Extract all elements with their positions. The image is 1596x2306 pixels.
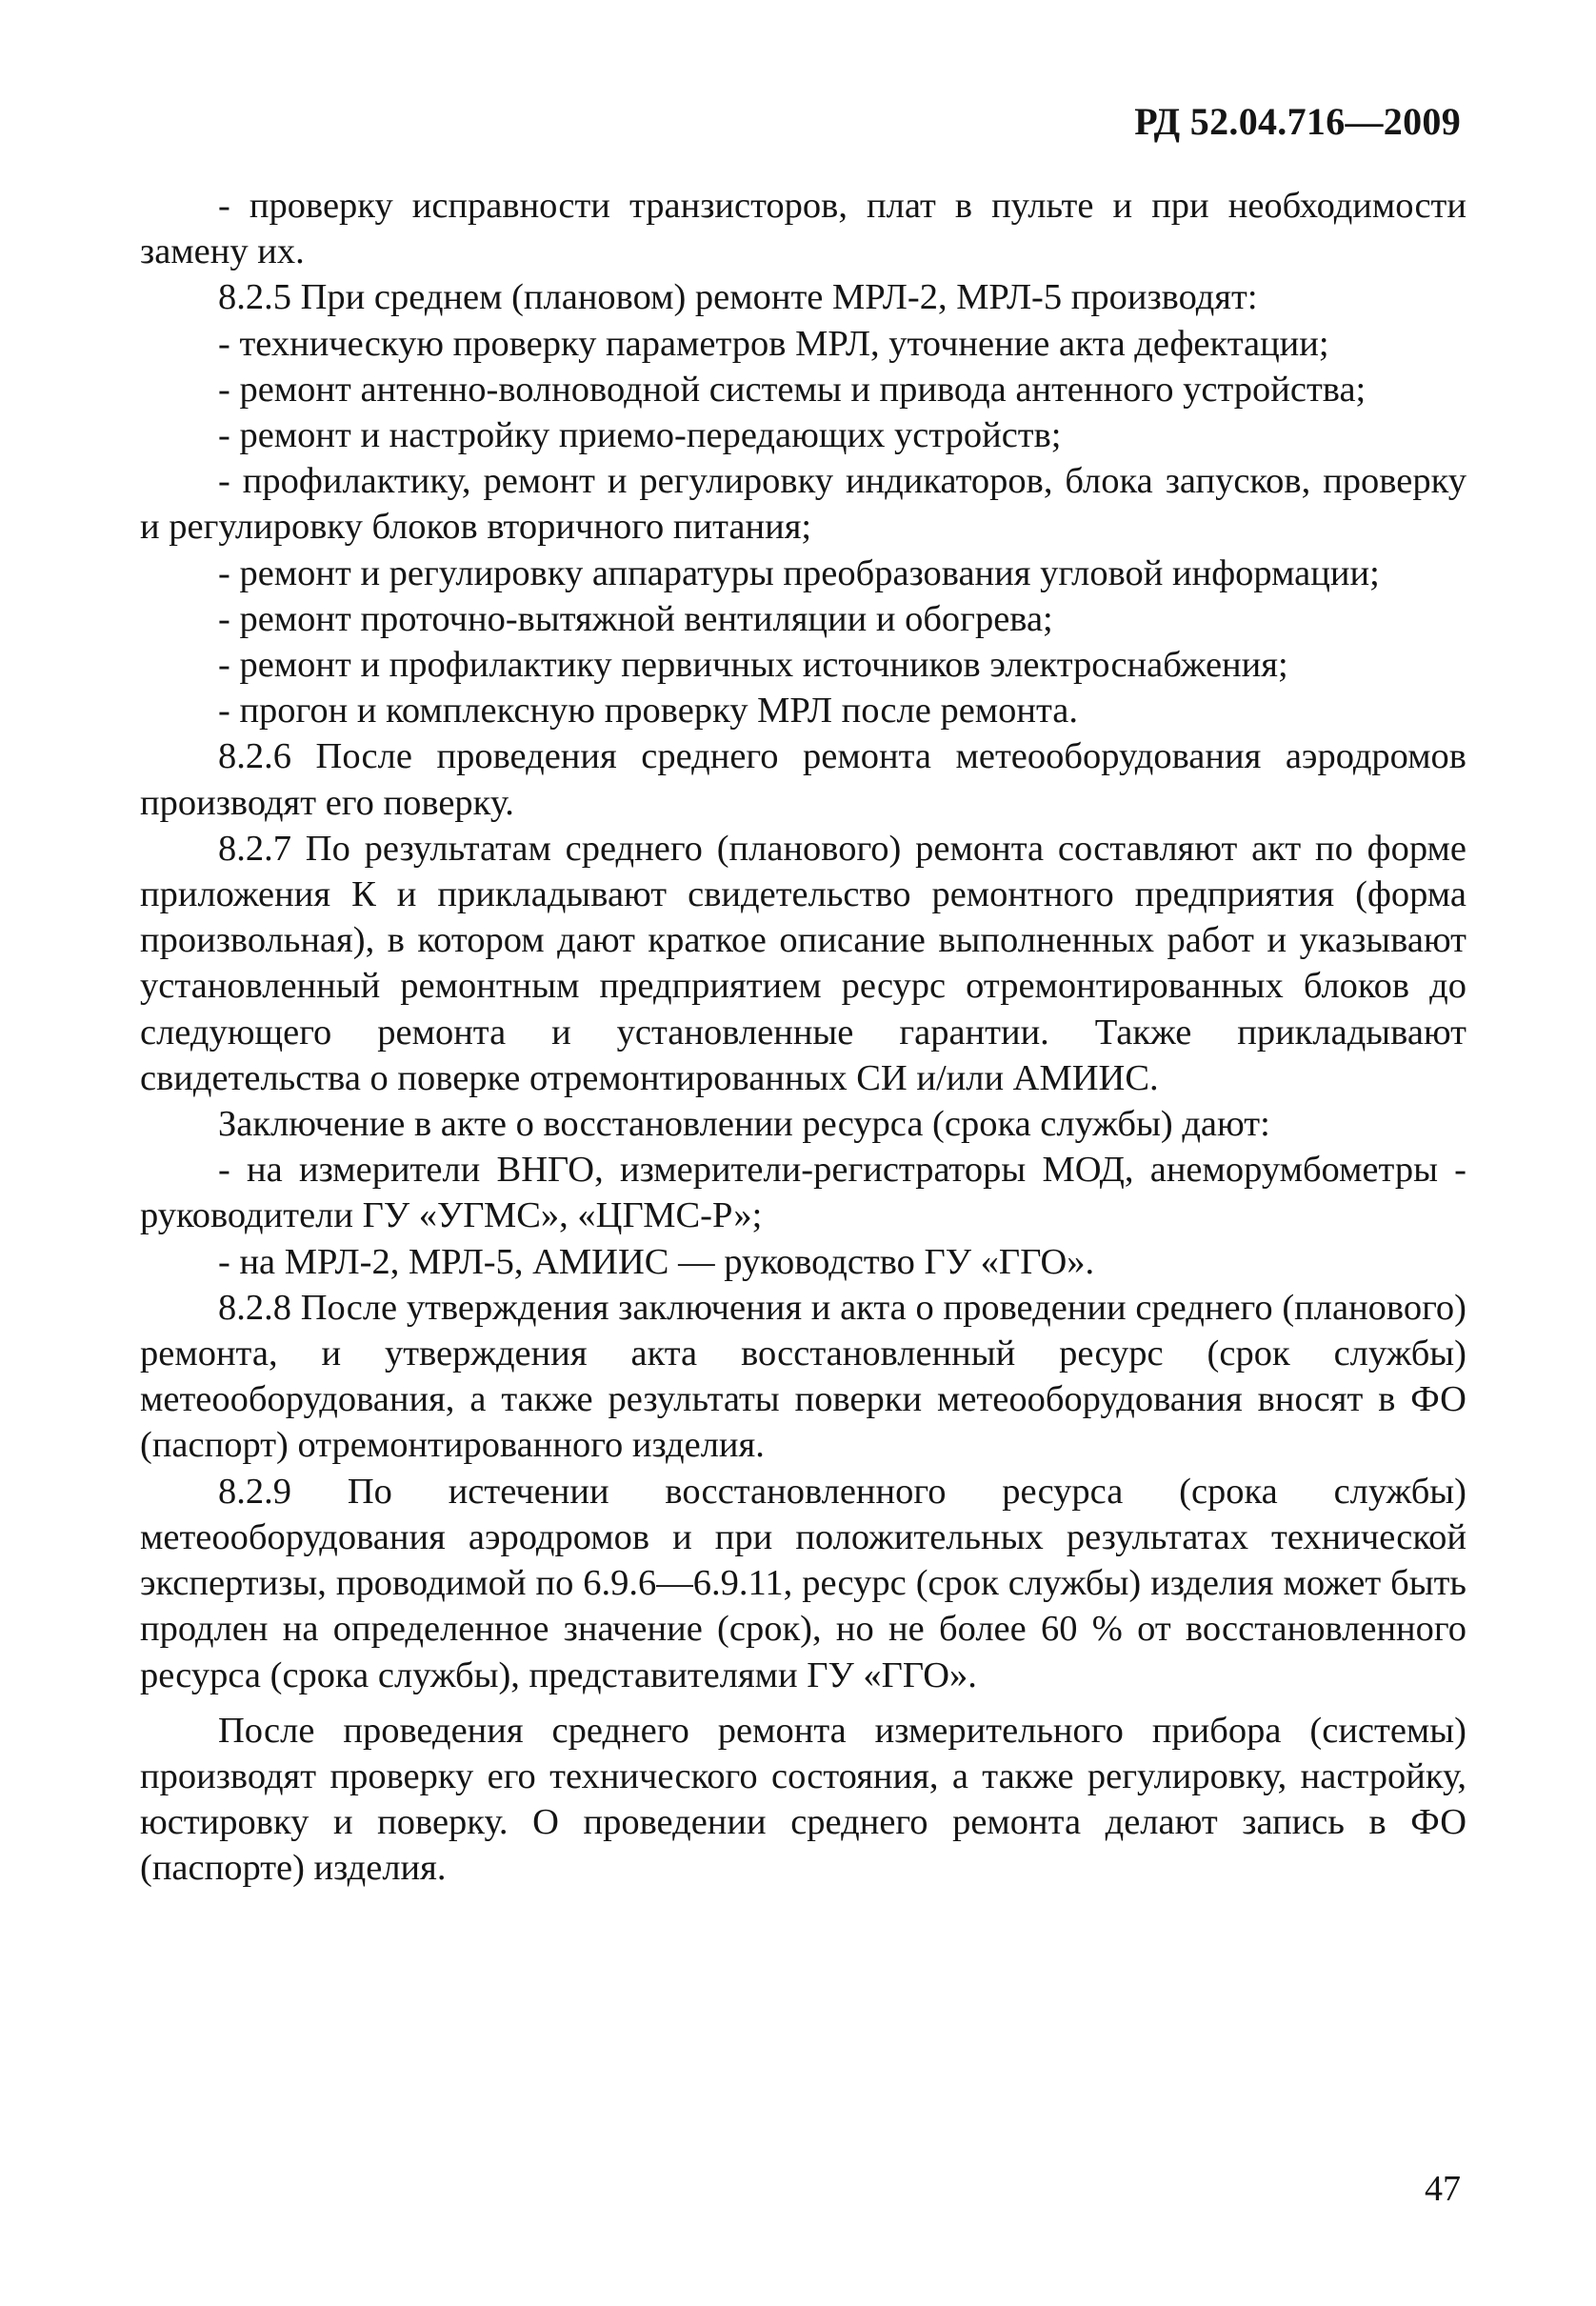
paragraph: - ремонт и настройку приемо-передающих устройств; (218, 415, 1062, 456)
page-body (140, 183, 1466, 1892)
document-code: РД 52.04.716—2009 (1134, 100, 1461, 143)
paragraph: 8.2.9 По истечении восстановленного ресурса (срока службы) метеооборудования аэродромов и при положительных результатах технической экспертизы, проводимой по 6.9.6—6.9.11, ресурс (срок службы) изделия может быть продлен на определенное значение (срок), но не более 60 % от восстановленного ресурса (срока службы), представителями ГУ «ГГО». (140, 1471, 1466, 1695)
paragraph: - ремонт проточно-вытяжной вентиляции и обогрева; (218, 598, 1053, 639)
paragraph: 8.2.6 После проведения среднего ремонта метеооборудования аэродромов производят его поверку. (140, 736, 1466, 823)
paragraph: После проведения среднего ремонта измерительного прибора (системы) производят проверку его технического состояния, а также регулировку, настройку, юстировку и поверку. О проведении среднего ремонта делают запись в ФО (паспорте) изделия. (140, 1710, 1466, 1889)
paragraph: - прогон и комплексную проверку МРЛ после ремонта. (218, 691, 1079, 732)
page-number: 47 (1425, 2169, 1461, 2209)
paragraph: - ремонт и регулировку аппаратуры преобразования угловой информации; (218, 552, 1380, 593)
paragraph: - профилактику, ремонт и регулировку индикаторов, блока запусков, проверку и регулировку блоков вторичного питания; (140, 461, 1466, 548)
paragraph: Заключение в акте о восстановлении ресурса (срока службы) дают: (218, 1104, 1270, 1145)
paragraph: - на МРЛ-2, МРЛ-5, АМИИС — руководство ГУ «ГГО». (218, 1241, 1095, 1282)
paragraph: 8.2.7 По результатам среднего (планового) ремонта составляют акт по форме приложения К и прикладывают свидетельство ремонтного предприятия (форма произвольная), в котором дают краткое описание выполненных работ и указывают установленный ремонтным предприятием ресурс отремонтированных блоков до следующего ремонта и установленные гарантии. Также прикладывают свидетельства о поверке отремонтированных СИ и/или АМИИС. (140, 828, 1466, 1098)
paragraph: 8.2.5 При среднем (плановом) ремонте МРЛ-2, МРЛ-5 производят: (218, 277, 1258, 318)
paragraph: 8.2.8 После утверждения заключения и акта о проведении среднего (планового) ремонта, и утверждения акта восстановленный ресурс (срок службы) метеооборудования, а также результаты поверки метеооборудования вносят в ФО (паспорт) отремонтированного изделия. (140, 1287, 1466, 1466)
paragraph: - на измерители ВНГО, измерители-регистраторы МОД, анеморумбометры - руководители ГУ «УГМС», «ЦГМС-Р»; (140, 1150, 1466, 1236)
paragraph: - ремонт антенно-волноводной системы и привода антенного устройства; (218, 369, 1367, 410)
paragraph: - техническую проверку параметров МРЛ, уточнение акта дефектации; (218, 323, 1329, 364)
paragraph: - проверку исправности транзисторов, плат в пульте и при необходимости замену их. (140, 186, 1466, 272)
paragraph: - ремонт и профилактику первичных источников электроснабжения; (218, 645, 1288, 686)
